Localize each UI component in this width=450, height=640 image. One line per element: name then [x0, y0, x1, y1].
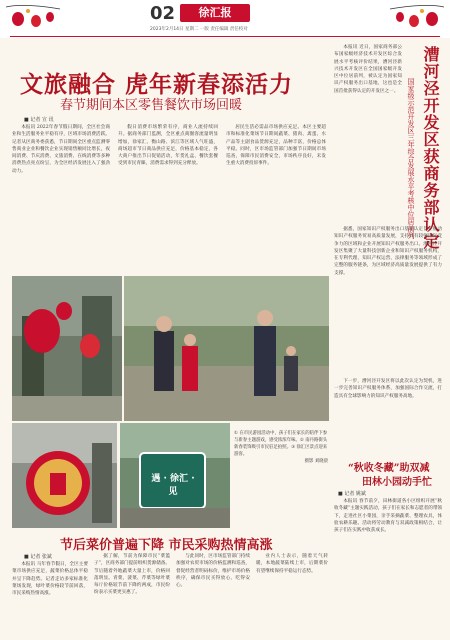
- lead-column-1: 本报讯 2022年春节假日期间，全区社会商业和生活服务业平稳有序，区域市场消费活跃。记者从区商务委获悉，节日期间全区重点监测零售商业企业和餐饮企业实现销售额同比增长，夜间消费、节庆消费、文旅消费、在线消费等多种消费热点亮点纷呈，为全区经济发展注入了强劲动力。: [12, 125, 110, 174]
- photographer-credit: 摄影 刘晓晨: [304, 459, 328, 464]
- photo-xuhui-sign: [120, 423, 230, 528]
- lead-subheadline: 春节期间本区零售餐饮市场回暖: [60, 98, 243, 113]
- header-rule: [10, 36, 440, 37]
- bottom-headline: 节后菜价普遍下降 市民采购热情高涨: [60, 538, 273, 553]
- lead-column-2: 假日消费市场繁荣有序，商业人流持续回升。据商务部门监测，全区重点商圈客流量明显增加，徐家汇、衡山路、滨江等区域人气旺盛，商场超市节日商品供应充足，价格基本稳定，各大商户推出节日促销活动，年货礼盒、餐饮套餐受到市民青睐，消费需求得到充分释放。: [118, 125, 218, 167]
- sidebar-column-4: 本报讯 春节前夕，田林街道各小区组织开展“秋收冬藏”主题实践活动，孩子们在家长和志愿者的带领下，走进社区小菜园，亲手采摘蔬菜、整理农具，体验农耕乐趣。活动将劳动教育与双减政策相结合，让孩子们在实践中收获成长。: [334, 499, 442, 534]
- sidebar-byline-2: ■ 记者 姚斌: [338, 491, 366, 497]
- sidebar-column-2: 据悉，国家知识产权服务出口基地认定旨在推动知识产权服务贸易高质量发展，支持具有较强国际竞争力的区域和企业开展知识产权服务出口。漕河泾开发区集聚了大量科技创新企业和知识产权服务机构，在专利代理、知识产权运营、法律服务等领域形成了完整的服务链条，为区域经济高质量发展提供了有力支撑。: [334, 227, 442, 276]
- photo-festival-decorations: [12, 276, 122, 421]
- spring-lantern-image: [12, 423, 117, 528]
- sidebar-headline-2-line-1: “秋收冬藏”助双减: [348, 463, 430, 474]
- photo-family-outing: [124, 276, 329, 421]
- lantern-decoration-icon: [388, 3, 446, 31]
- sidebar-headline-2-line-2: 田林小园动手忙: [362, 477, 432, 488]
- dateline: 2023年2月14日 星期二 一版 责任编辑 责任校对: [150, 27, 248, 32]
- page-number: 02: [150, 3, 176, 24]
- sidebar-headline: 漕河泾开发区获商务部认定: [421, 46, 440, 250]
- lead-column-3: 居民生活必需品市场供应充足。本区主要超市和标准化菜场节日期间蔬菜、猪肉、禽蛋、水产品等主副食品货源充足，品种丰富，价格总体平稳。同时，区市场监管部门加强节日期间市场巡查，保障市民消费安全，市场秩序良好，未发生重大消费投诉事件。: [226, 125, 326, 167]
- xuhui-sign-text: 遇 · 徐汇 · 见: [151, 474, 195, 497]
- family-outing-image: [124, 276, 329, 421]
- bottom-byline: ■ 记者 张斌: [24, 554, 52, 560]
- sidebar-column-3: 下一步，漕河泾开发区将以此次认定为契机，进一步完善知识产权服务体系，加强国际合作交流，打造具有全球影响力的知识产权服务高地。: [334, 379, 442, 399]
- lead-headline: 文旅融合 虎年新春添活力: [20, 71, 294, 98]
- lead-byline: ■ 记者 宣 讯: [24, 117, 54, 123]
- bottom-column-3: 与此同时，区市场监管部门持续加强对农贸市场的价格监测和巡查，督促经营者明码标价，维护市场价格秩序，确保市民买得放心、吃得安心。: [176, 554, 250, 589]
- festival-decorations-image: [12, 276, 122, 421]
- photo-spring-lantern: [12, 423, 117, 528]
- page-header: [0, 0, 450, 38]
- sidebar-column-1: 本报讯 近日，国家商务部公布国家级经济技术开发区综合发展水平考核评价结果，漕河泾新兴技术开发区在全国国家级开发区中位居前列，被认定为国家知识产权服务出口基地，这也是全国首批获得认定的开发区之一。: [334, 45, 402, 94]
- bottom-column-1: 本报讯 马年春节假日，全区主要菜市场供应充足，蔬菜价格总体平稳并呈下降趋势。记者走访多家标准化菜场发现，绿叶菜价格较节前回落，市民采购热情高涨。: [12, 562, 88, 597]
- bottom-column-4: 业内人士表示，随着天气转暖，本地蔬菜陆续上市，后期菜价有望继续保持平稳运行态势。: [256, 554, 328, 574]
- lantern-decoration-icon: [4, 3, 62, 31]
- photo-caption: [234, 430, 328, 522]
- sidebar-subheadline: 国家级示范开发区三年综合发展水平考核中位居前列: [407, 78, 415, 239]
- masthead-logo: 徐汇报: [180, 4, 250, 22]
- bottom-column-2: 据了解，节前为保障市民“菜篮子”，区商务部门提前组织货源储备。节后随着外地蔬菜大量上市，价格回落明显。青菜、菠菜、芹菜等绿叶菜每斤价格较节前下降约两成，市民纷纷表示买菜更实惠了。: [94, 554, 170, 596]
- photo-caption-text: ① 在市民游园活动中，孩子们在家长的陪伴下参与新春主题游戏，感受浓浓年味。② 南丹路街头新春装饰吸引市民驻足拍照。③ 徐汇区景点迎来游客。: [234, 431, 328, 457]
